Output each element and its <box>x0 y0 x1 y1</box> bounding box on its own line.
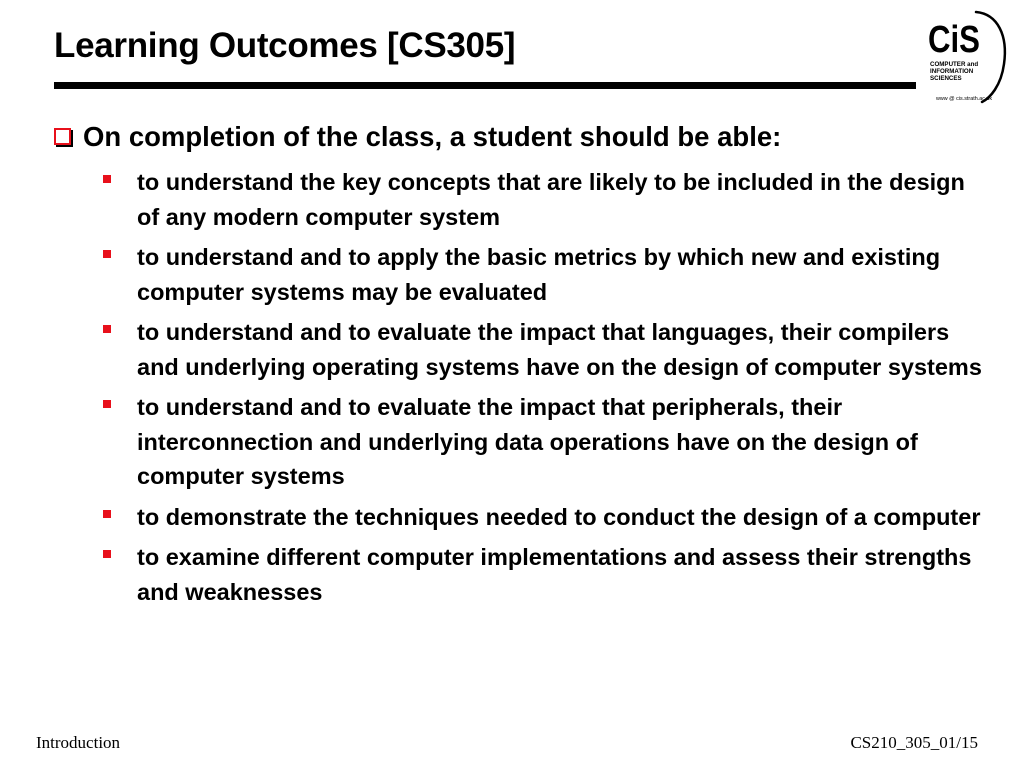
outcome-item <box>103 315 984 384</box>
outcome-text: to understand and to apply the basic metrics by which new and existing computer systems may be evaluated <box>137 244 941 305</box>
outcome-text: to understand the key concepts that are likely to be included in the design of any modern computer system <box>137 169 965 230</box>
logo-arc <box>976 12 1005 102</box>
outcome-item <box>103 540 984 609</box>
outcome-item <box>103 165 984 234</box>
square-bullet-icon <box>103 510 111 518</box>
slide-title: Learning Outcomes [CS305] <box>54 26 516 65</box>
square-bullet-icon <box>103 175 111 183</box>
footer-slide-number: CS210_305_01/15 <box>850 733 978 752</box>
logo-line-2: INFORMATION <box>930 68 974 75</box>
lead-text: On completion of the class, a student should be able: <box>83 121 782 152</box>
slide-content <box>54 119 984 615</box>
square-bullet-icon <box>103 325 111 333</box>
cis-logo <box>924 6 1014 110</box>
title-underline <box>54 82 916 89</box>
logo-mark: CiS <box>928 19 980 61</box>
outcome-item <box>103 500 984 535</box>
logo-line-1: COMPUTER and <box>930 61 979 68</box>
square-bullet-icon <box>103 250 111 258</box>
outcome-text: to understand and to evaluate the impact that languages, their compilers and underlying operating systems have on the design of computer systems <box>137 319 982 380</box>
outcome-item <box>103 390 984 494</box>
outcome-text: to understand and to evaluate the impact that peripherals, their interconnection and underlying data operations have on the design of computer systems <box>137 394 918 489</box>
outcomes-list <box>54 165 984 609</box>
checkbox-bullet-icon <box>54 128 71 145</box>
lead-bullet <box>54 119 984 155</box>
outcome-text: to demonstrate the techniques needed to conduct the design of a computer <box>137 503 981 530</box>
square-bullet-icon <box>103 550 111 558</box>
logo-line-3: SCIENCES <box>930 75 962 82</box>
square-bullet-icon <box>103 400 111 408</box>
footer-section-label: Introduction <box>36 733 121 752</box>
outcome-text: to examine different computer implementations and assess their strengths and weaknesses <box>137 544 972 605</box>
logo-url: www @ cis.strath.ac.uk <box>936 96 993 102</box>
outcome-item <box>103 240 984 309</box>
